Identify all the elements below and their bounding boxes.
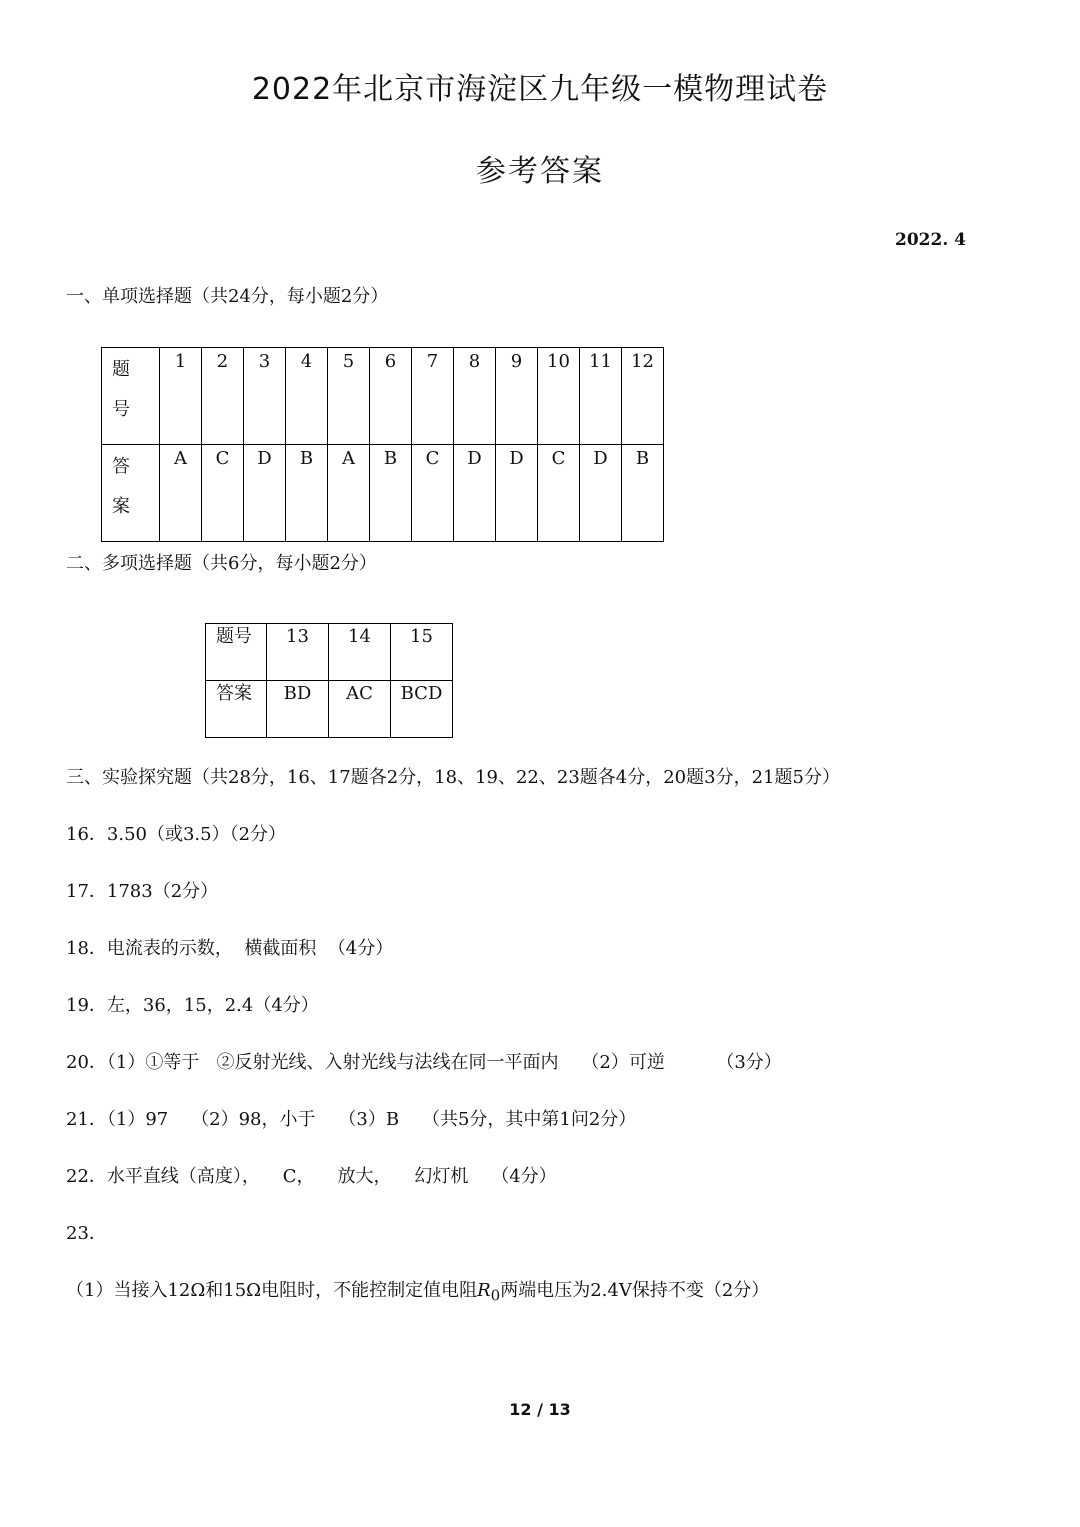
answer-cell: BCD: [391, 681, 453, 738]
resistor-subscript: 0: [490, 1286, 501, 1305]
row-label-answer: 答 案: [102, 445, 160, 542]
single-choice-answer-table: [101, 347, 664, 542]
question-number: 1: [160, 348, 202, 445]
answer-cell: C: [412, 445, 454, 542]
question-number: 9: [496, 348, 538, 445]
answer-cell: AC: [329, 681, 391, 738]
section1-heading: 一、单项选择题（共24分，每小题2分）: [66, 286, 389, 307]
answer-cell: D: [496, 445, 538, 542]
answer-cell: D: [244, 445, 286, 542]
answer-cell: B: [622, 445, 664, 542]
question-number: 6: [370, 348, 412, 445]
question-number: 12: [622, 348, 664, 445]
question-number: 13: [267, 624, 329, 681]
row-label-number: 题 号: [102, 348, 160, 445]
answer-item-18: 18．电流表的示数， 横截面积 （4分）: [66, 938, 394, 959]
question-number: 3: [244, 348, 286, 445]
question-number: 15: [391, 624, 453, 681]
page-number: 12 / 13: [509, 1400, 571, 1419]
answer-cell: B: [286, 445, 328, 542]
table-row-numbers: [102, 348, 664, 445]
answer-cell: C: [202, 445, 244, 542]
answer-cell: C: [538, 445, 580, 542]
answer-item-22: 22．水平直线（高度）， C， 放大， 幻灯机 （4分）: [66, 1166, 557, 1187]
answer-item-19: 19．左，36，15，2.4（4分）: [66, 995, 319, 1016]
document-title: 2022年北京市海淀区九年级一模物理试卷: [251, 72, 829, 107]
table-row-answers: [206, 681, 453, 738]
answer-cell: BD: [267, 681, 329, 738]
row-label-answer: 答案: [206, 681, 267, 738]
answer-cell: D: [580, 445, 622, 542]
answer-item-20: 20．（1）①等于 ②反射光线、入射光线与法线在同一平面内 （2）可逆 （3分）: [66, 1052, 782, 1073]
table-row-numbers: [206, 624, 453, 681]
table-row-answers: [102, 445, 664, 542]
answer-item-23-part1: （1）当接入12Ω和15Ω电阻时，不能控制定值电阻$R_0$两端电压为2.4V保持不变（2分）: [66, 1280, 770, 1305]
answer-item-21: 21．（1）97 （2）98，小于 （3）B （共5分，其中第1问2分）: [66, 1109, 637, 1130]
question-number: 7: [412, 348, 454, 445]
row-label-number: 题号: [206, 624, 267, 681]
answer-cell: D: [454, 445, 496, 542]
question-number: 8: [454, 348, 496, 445]
question-number: 4: [286, 348, 328, 445]
question-number: 14: [329, 624, 391, 681]
resistor-symbol: R: [477, 1280, 491, 1301]
question-number: 10: [538, 348, 580, 445]
question-number: 11: [580, 348, 622, 445]
section3-heading: 三、实验探究题（共28分，16、17题各2分，18、19、22、23题各4分，20题3分，21题5分）: [66, 767, 840, 788]
answer-item-23: 23．: [66, 1223, 107, 1244]
document-subtitle: 参考答案: [476, 154, 604, 189]
answer-item-16: 16．3.50（或3.5）（2分）: [66, 824, 287, 845]
section2-heading: 二、多项选择题（共6分，每小题2分）: [66, 553, 377, 574]
document-date: 2022. 4: [895, 230, 966, 250]
question-number: 2: [202, 348, 244, 445]
answer-cell: A: [328, 445, 370, 542]
question-number: 5: [328, 348, 370, 445]
answer-cell: A: [160, 445, 202, 542]
multiple-choice-answer-table: [205, 623, 453, 738]
answer-item-17: 17．1783（2分）: [66, 881, 219, 902]
answer-cell: B: [370, 445, 412, 542]
